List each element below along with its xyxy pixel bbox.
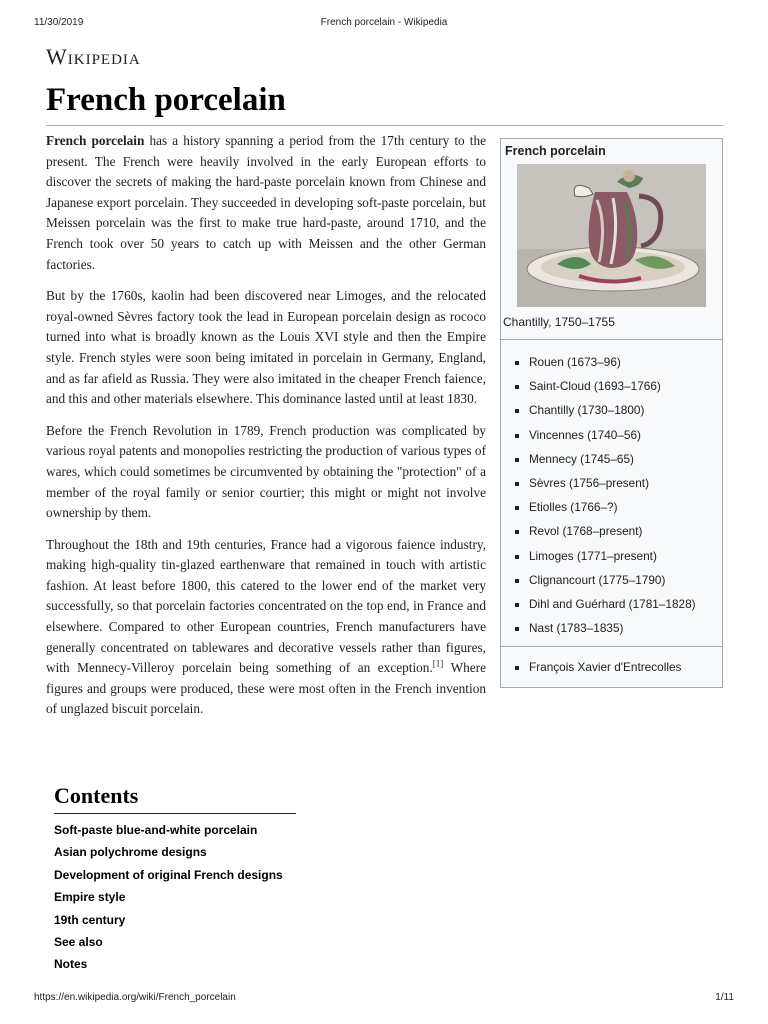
toc-title: Contents	[54, 783, 296, 814]
factory-item[interactable]	[501, 350, 722, 374]
toc-item[interactable]: Empire style	[54, 890, 126, 905]
infobox-image[interactable]	[517, 164, 706, 307]
factory-list	[501, 340, 722, 646]
bullet-icon	[515, 603, 519, 607]
factory-item-label: Revol (1768–present)	[529, 524, 643, 539]
paragraph-faience-end: Where figures and groups were produced, these were most often in the French invention of unglazed biscuit porcelain.	[46, 660, 486, 717]
infobox	[500, 138, 723, 688]
paragraph-1760s: But by the 1760s, kaolin had been discovered near Limoges, and the relocated royal-owned Sèvres factory took the lead in European porcelain design as rococo turned into what is broadly known as the Louis XVI style and then the Empire style. French styles were soon being imitated in porcelain in Germany, England, and as far afield as Russia. They were also imitated in the cheaper French faience, and this and other materials elsewhere. This dominance lasted until at least 1830.	[46, 288, 486, 407]
toc-list	[54, 822, 296, 979]
factory-item[interactable]	[501, 519, 722, 543]
lead-term: French porcelain	[46, 133, 145, 148]
page-number: 1/11	[715, 992, 734, 1003]
toc-item[interactable]: 19th century	[54, 912, 126, 927]
toc-item[interactable]: Notes	[54, 957, 88, 972]
bullet-icon	[515, 458, 519, 462]
people-item-label: François Xavier d'Entrecolles	[529, 660, 682, 675]
toc-item[interactable]: Soft-paste blue-and-white porcelain	[54, 823, 258, 837]
print-date: 11/30/2019	[34, 17, 84, 28]
factory-item-label: Chantilly (1730–1800)	[529, 403, 645, 418]
paragraph-intro-text: has a history spanning a period from the 17th century to the present. The French were heavily involved in the early European efforts to discover the secrets of making the hard-paste porcelain known from Chinese and Japanese export porcelain. They succeeded in developing soft-paste porcelain, but Meissen porcelain was the first to make true hard-paste, around 1710, and the French took over 50 years to catch up with Meissen and the other German factories.	[46, 133, 486, 272]
print-footer	[34, 992, 734, 1006]
bullet-icon	[515, 666, 519, 670]
factory-item[interactable]	[501, 568, 722, 592]
bullet-icon	[515, 361, 519, 365]
factory-item[interactable]	[501, 544, 722, 568]
title-divider	[46, 125, 723, 126]
bullet-icon	[515, 530, 519, 534]
factory-item-label: Limoges (1771–present)	[529, 548, 657, 563]
toc-item[interactable]: See also	[54, 934, 103, 949]
bullet-icon	[515, 482, 519, 486]
print-page-title: French porcelain - Wikipedia	[320, 17, 448, 28]
people-item[interactable]	[501, 655, 722, 679]
people-list	[501, 646, 722, 687]
print-header	[34, 17, 734, 31]
toc-item[interactable]: Development of original French designs	[54, 867, 283, 882]
factory-item[interactable]	[501, 495, 722, 519]
wikipedia-wordmark[interactable]: Wikipedia	[46, 44, 141, 69]
factory-item[interactable]	[501, 616, 722, 640]
factory-item[interactable]	[501, 592, 722, 616]
bullet-icon	[515, 555, 519, 559]
infobox-caption: Chantilly, 1750–1755	[501, 307, 722, 340]
factory-item-label: Clignancourt (1775–1790)	[529, 572, 666, 587]
factory-item-label: Nast (1783–1835)	[529, 621, 624, 636]
bullet-icon	[515, 434, 519, 438]
factory-item-label: Dihl and Guérhard (1781–1828)	[529, 596, 696, 611]
page-title: French porcelain	[46, 82, 286, 118]
print-url: https://en.wikipedia.org/wiki/French_porcelain	[34, 992, 236, 1003]
infobox-title: French porcelain	[505, 144, 606, 158]
article-body	[46, 131, 723, 731]
factory-item[interactable]	[501, 447, 722, 471]
factory-item[interactable]	[501, 398, 722, 422]
bullet-icon	[515, 627, 519, 631]
factory-item[interactable]	[501, 374, 722, 398]
factory-item[interactable]	[501, 423, 722, 447]
factory-item[interactable]	[501, 471, 722, 495]
factory-item-label: Etiolles (1766–?)	[529, 500, 618, 515]
bullet-icon	[515, 579, 519, 583]
table-of-contents	[54, 783, 296, 979]
toc-item[interactable]: Asian polychrome designs	[54, 845, 207, 860]
citation-link[interactable]: [1]	[432, 658, 444, 669]
bullet-icon	[515, 409, 519, 413]
factory-item-label: Vincennes (1740–56)	[529, 427, 641, 442]
factory-item-label: Rouen (1673–96)	[529, 355, 621, 369]
factory-item-label: Sèvres (1756–present)	[529, 475, 650, 490]
bullet-icon	[515, 506, 519, 510]
bullet-icon	[515, 385, 519, 389]
paragraph-revolution: Before the French Revolution in 1789, French production was complicated by various royal patents and monopolies restricting the production of various types of wares, which could sometimes be circumvented by obtaining the "protection" of a member of the royal family or senior courtier; this might or might not involve ownership by them.	[46, 422, 486, 521]
factory-item-label: Saint-Cloud (1693–1766)	[529, 379, 661, 394]
factory-item-label: Mennecy (1745–65)	[529, 451, 634, 466]
paragraph-faience-text: Throughout the 18th and 19th centuries, France had a vigorous faience industry, making high-quality tin-glazed earthenware that remained in touch with artistic fashion. At least before 1800, this catered to the lower end of the market very successfully, so that porcelain factories concentrated on the top end, in France and elsewhere. Compared to other European countries, French manufacturers have generally concentrated on tablewares and decorative vessels rather than figures, with Mennecy-Villeroy porcelain being something of an exception.	[46, 536, 486, 676]
